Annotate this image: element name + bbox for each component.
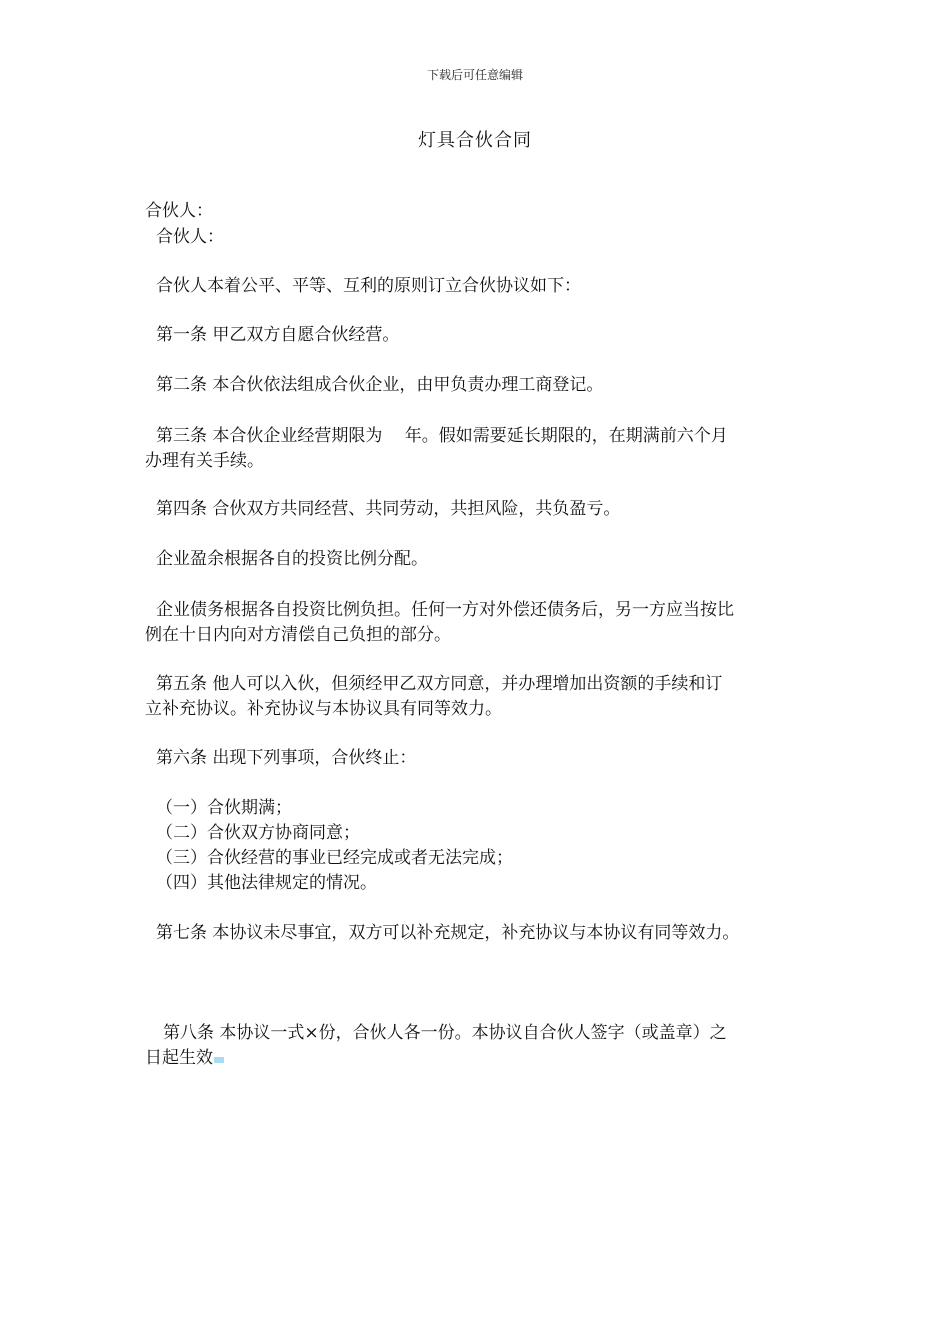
article-2-text: 第二条 本合伙依法组成合伙企业，由甲负责办理工商登记。 bbox=[156, 375, 604, 395]
article-1-text: 第一条 甲乙双方自愿合伙经营。 bbox=[156, 325, 400, 345]
debt-line-2: 例在十日内向对方清偿自己负担的部分。 bbox=[145, 625, 451, 645]
article-7 bbox=[145, 921, 815, 946]
article-8-line-1: 第八条 本协议一式×份，合伙人各一份。本协议自合伙人签字（或盖章）之 bbox=[163, 1023, 727, 1043]
article-8 bbox=[145, 1021, 815, 1071]
partner-b-text: 合伙人： bbox=[156, 227, 224, 247]
article-5 bbox=[145, 672, 815, 722]
article-2 bbox=[145, 373, 815, 398]
text-cursor-highlight bbox=[214, 1057, 224, 1063]
article-7-text: 第七条 本协议未尽事宜，双方可以补充规定，补充协议与本协议有同等效力。 bbox=[156, 923, 740, 943]
termination-item: （四）其他法律规定的情况。 bbox=[156, 873, 377, 893]
intro-text: 合伙人本着公平、平等、互利的原则订立合伙协议如下： bbox=[156, 276, 581, 296]
partner-a-text: 合伙人： bbox=[145, 201, 213, 221]
page-header-note: 下载后可任意编辑 bbox=[426, 68, 523, 82]
article-4 bbox=[145, 497, 815, 522]
article-3-line-1: 第三条 本合伙企业经营期限为 年。假如需要延长期限的，在期满前六个月 bbox=[156, 426, 728, 446]
article-3 bbox=[145, 424, 815, 474]
article-5-line-1: 第五条 他人可以入伙，但须经甲乙双方同意，并办理增加出资额的手续和订 bbox=[156, 674, 723, 694]
termination-item: （一）合伙期满； bbox=[156, 798, 292, 818]
article-1 bbox=[145, 323, 815, 348]
profit-paragraph bbox=[145, 547, 815, 572]
article-8-line-2: 日起生效 bbox=[145, 1048, 213, 1068]
document-title: 灯具合伙合同 bbox=[418, 130, 532, 151]
debt-paragraph bbox=[145, 598, 815, 648]
article-5-line-2: 立补充协议。补充协议与本协议具有同等效力。 bbox=[145, 699, 502, 719]
termination-item: （三）合伙经营的事业已经完成或者无法完成； bbox=[156, 848, 513, 868]
article-6-text: 第六条 出现下列事项，合伙终止： bbox=[156, 748, 417, 768]
article-3-line-2: 办理有关手续。 bbox=[145, 451, 264, 471]
termination-list bbox=[145, 796, 815, 896]
profit-text: 企业盈余根据各自的投资比例分配。 bbox=[156, 549, 428, 569]
article-8-line-2-wrapper bbox=[145, 1046, 815, 1071]
partner-b-label bbox=[145, 225, 815, 250]
intro-paragraph bbox=[145, 274, 815, 299]
article-6 bbox=[145, 746, 815, 771]
partner-a-label bbox=[145, 199, 815, 224]
termination-item: （二）合伙双方协商同意； bbox=[156, 823, 360, 843]
debt-line-1: 企业债务根据各自投资比例负担。任何一方对外偿还债务后，另一方应当按比 bbox=[156, 600, 734, 620]
article-4-text: 第四条 合伙双方共同经营、共同劳动，共担风险，共负盈亏。 bbox=[156, 499, 621, 519]
